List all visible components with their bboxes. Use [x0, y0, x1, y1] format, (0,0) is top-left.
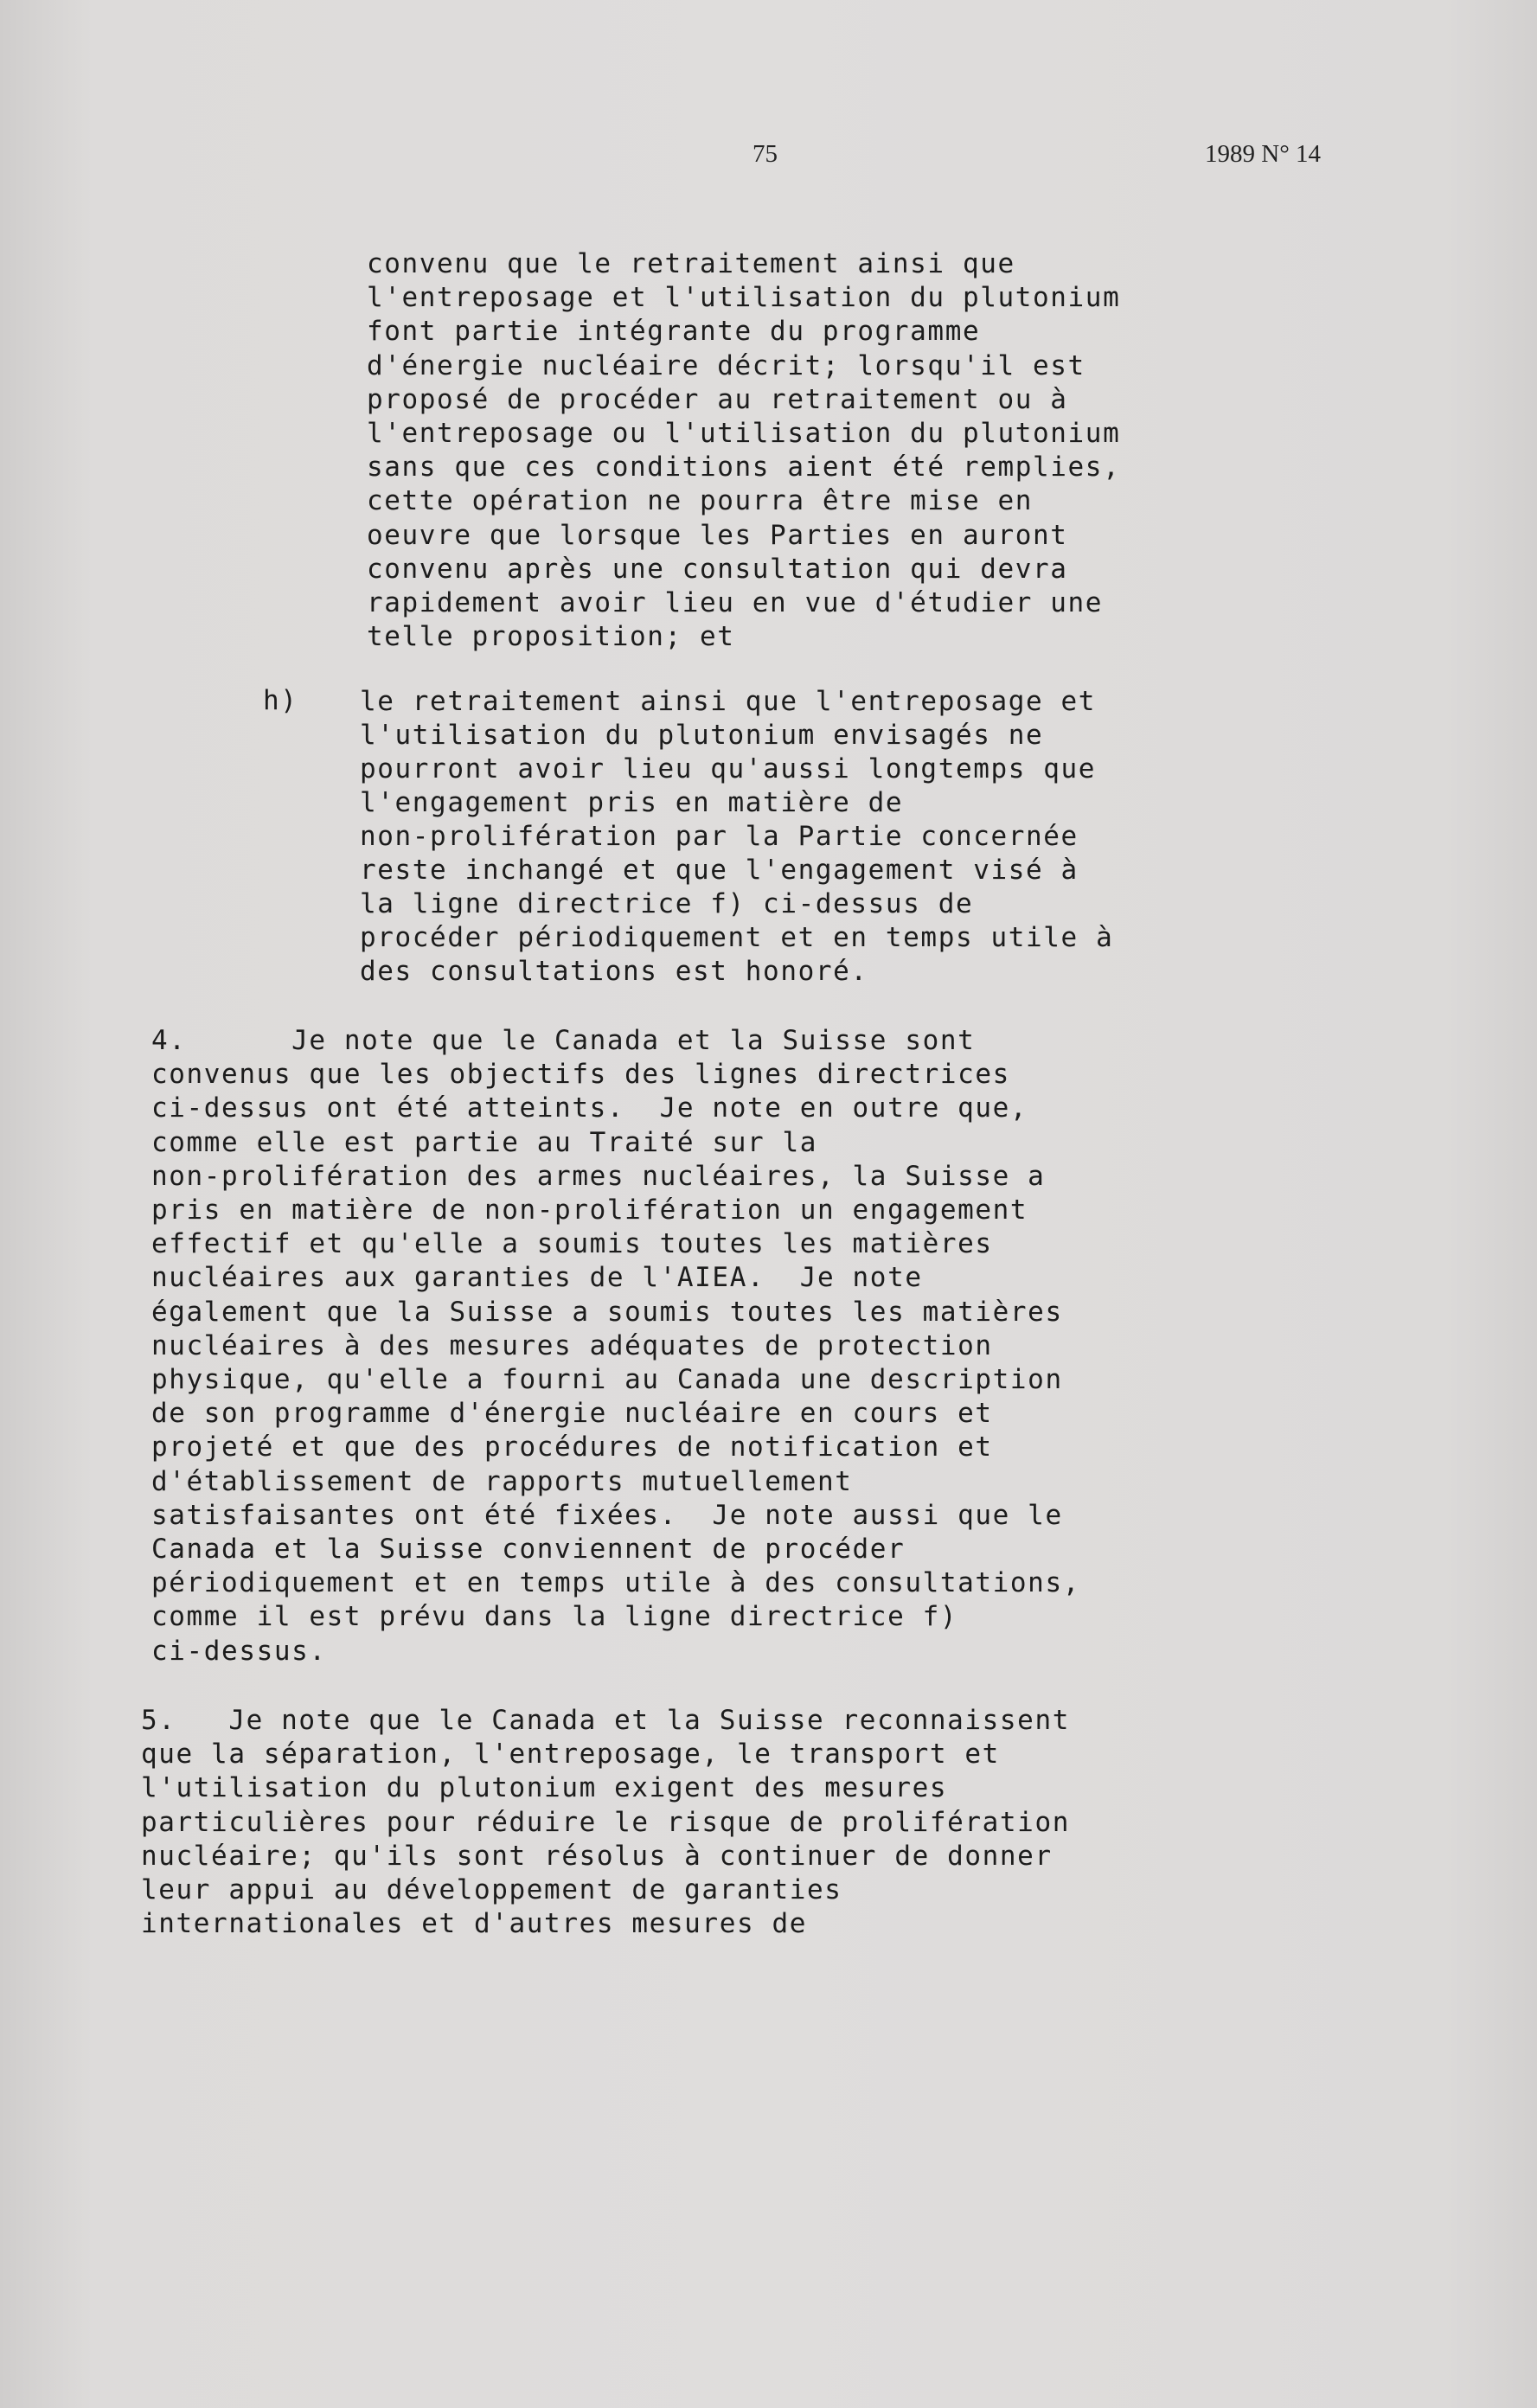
text-line: cette opération ne pourra être mise en — [367, 485, 1034, 517]
text-line: l'engagement pris en matière de — [360, 787, 904, 818]
text-line: comme elle est partie au Traité sur la — [151, 1126, 818, 1158]
text-line: nucléaires à des mesures adéquates de protection — [151, 1329, 993, 1361]
text-line: Canada et la Suisse conviennent de procéder — [151, 1534, 906, 1565]
text-line: l'entreposage ou l'utilisation du plutonium — [367, 418, 1121, 449]
text-line: d'établissement de rapports mutuellement — [151, 1465, 853, 1497]
page-number: 75 — [752, 140, 778, 168]
text-line: internationales et d'autres mesures de — [141, 1908, 808, 1940]
text-line: le retraitement ainsi que l'entreposage et — [360, 686, 1097, 717]
text-line: 5. Je note que le Canada et la Suisse reconnaissent — [141, 1705, 1070, 1736]
item-h-label: h) — [263, 685, 298, 716]
text-line: la ligne directrice f) ci-dessus de — [360, 888, 974, 919]
text-line: convenu que le retraitement ainsi que — [367, 248, 1015, 279]
text-line: l'entreposage et l'utilisation du plutonium — [367, 282, 1121, 314]
text-line: particulières pour réduire le risque de prolifération — [141, 1806, 1070, 1838]
text-line: effectif et qu'elle a soumis toutes les matières — [151, 1228, 993, 1260]
text-line: sans que ces conditions aient été remplies, — [367, 452, 1121, 484]
text-line: périodiquement et en temps utile à des consultations, — [151, 1567, 1080, 1599]
text-line: pris en matière de non-prolifération un engagement — [151, 1194, 1028, 1226]
text-line: nucléaires aux garanties de l'AIEA. Je note — [151, 1262, 923, 1294]
text-line: satisfaisantes ont été fixées. Je note aussi que le — [151, 1499, 1063, 1531]
text-line: font partie intégrante du programme — [367, 316, 981, 348]
text-line: non-prolifération par la Partie concernée — [360, 821, 1079, 852]
text-line: convenus que les objectifs des lignes directrices — [151, 1059, 1010, 1091]
document-reference: 1989 N° 14 — [1205, 140, 1322, 168]
text-line: que la séparation, l'entreposage, le transport et — [141, 1739, 1000, 1771]
text-line: de son programme d'énergie nucléaire en cours et — [151, 1398, 993, 1430]
text-line: leur appui au développement de garanties — [141, 1874, 842, 1905]
text-line: non-prolifération des armes nucléaires, la Suisse a — [151, 1160, 1046, 1192]
text-line: rapidement avoir lieu en vue d'étudier une — [367, 587, 1104, 618]
text-line: oeuvre que lorsque les Parties en auront — [367, 519, 1068, 551]
text-line: des consultations est honoré. — [360, 956, 868, 987]
text-line: telle proposition; et — [367, 621, 735, 653]
text-line: pourront avoir lieu qu'aussi longtemps que — [360, 753, 1097, 785]
text-line: convenu après une consultation qui devra — [367, 553, 1068, 585]
text-line: 4. Je note que le Canada et la Suisse sont — [151, 1025, 976, 1056]
text-line: également que la Suisse a soumis toutes les matières — [151, 1296, 1063, 1328]
text-line: l'utilisation du plutonium envisagés ne — [360, 720, 1044, 751]
text-line: proposé de procéder au retraitement ou à — [367, 383, 1068, 415]
text-line: projeté et que des procédures de notification et — [151, 1431, 993, 1463]
text-line: procéder périodiquement et en temps utile à — [360, 922, 1114, 953]
text-line: l'utilisation du plutonium exigent des mesures — [141, 1772, 948, 1804]
text-line: physique, qu'elle a fourni au Canada une description — [151, 1364, 1063, 1395]
text-line: ci-dessus. — [151, 1635, 327, 1667]
text-line: comme il est prévu dans la ligne directrice f) — [151, 1601, 958, 1633]
text-line: ci-dessus ont été atteints. Je note en outre que, — [151, 1092, 1028, 1124]
text-line: nucléaire; qu'ils sont résolus à continuer de donner — [141, 1840, 1053, 1872]
text-line: d'énergie nucléaire décrit; lorsqu'il est — [367, 349, 1086, 381]
text-line: reste inchangé et que l'engagement visé à — [360, 855, 1079, 886]
